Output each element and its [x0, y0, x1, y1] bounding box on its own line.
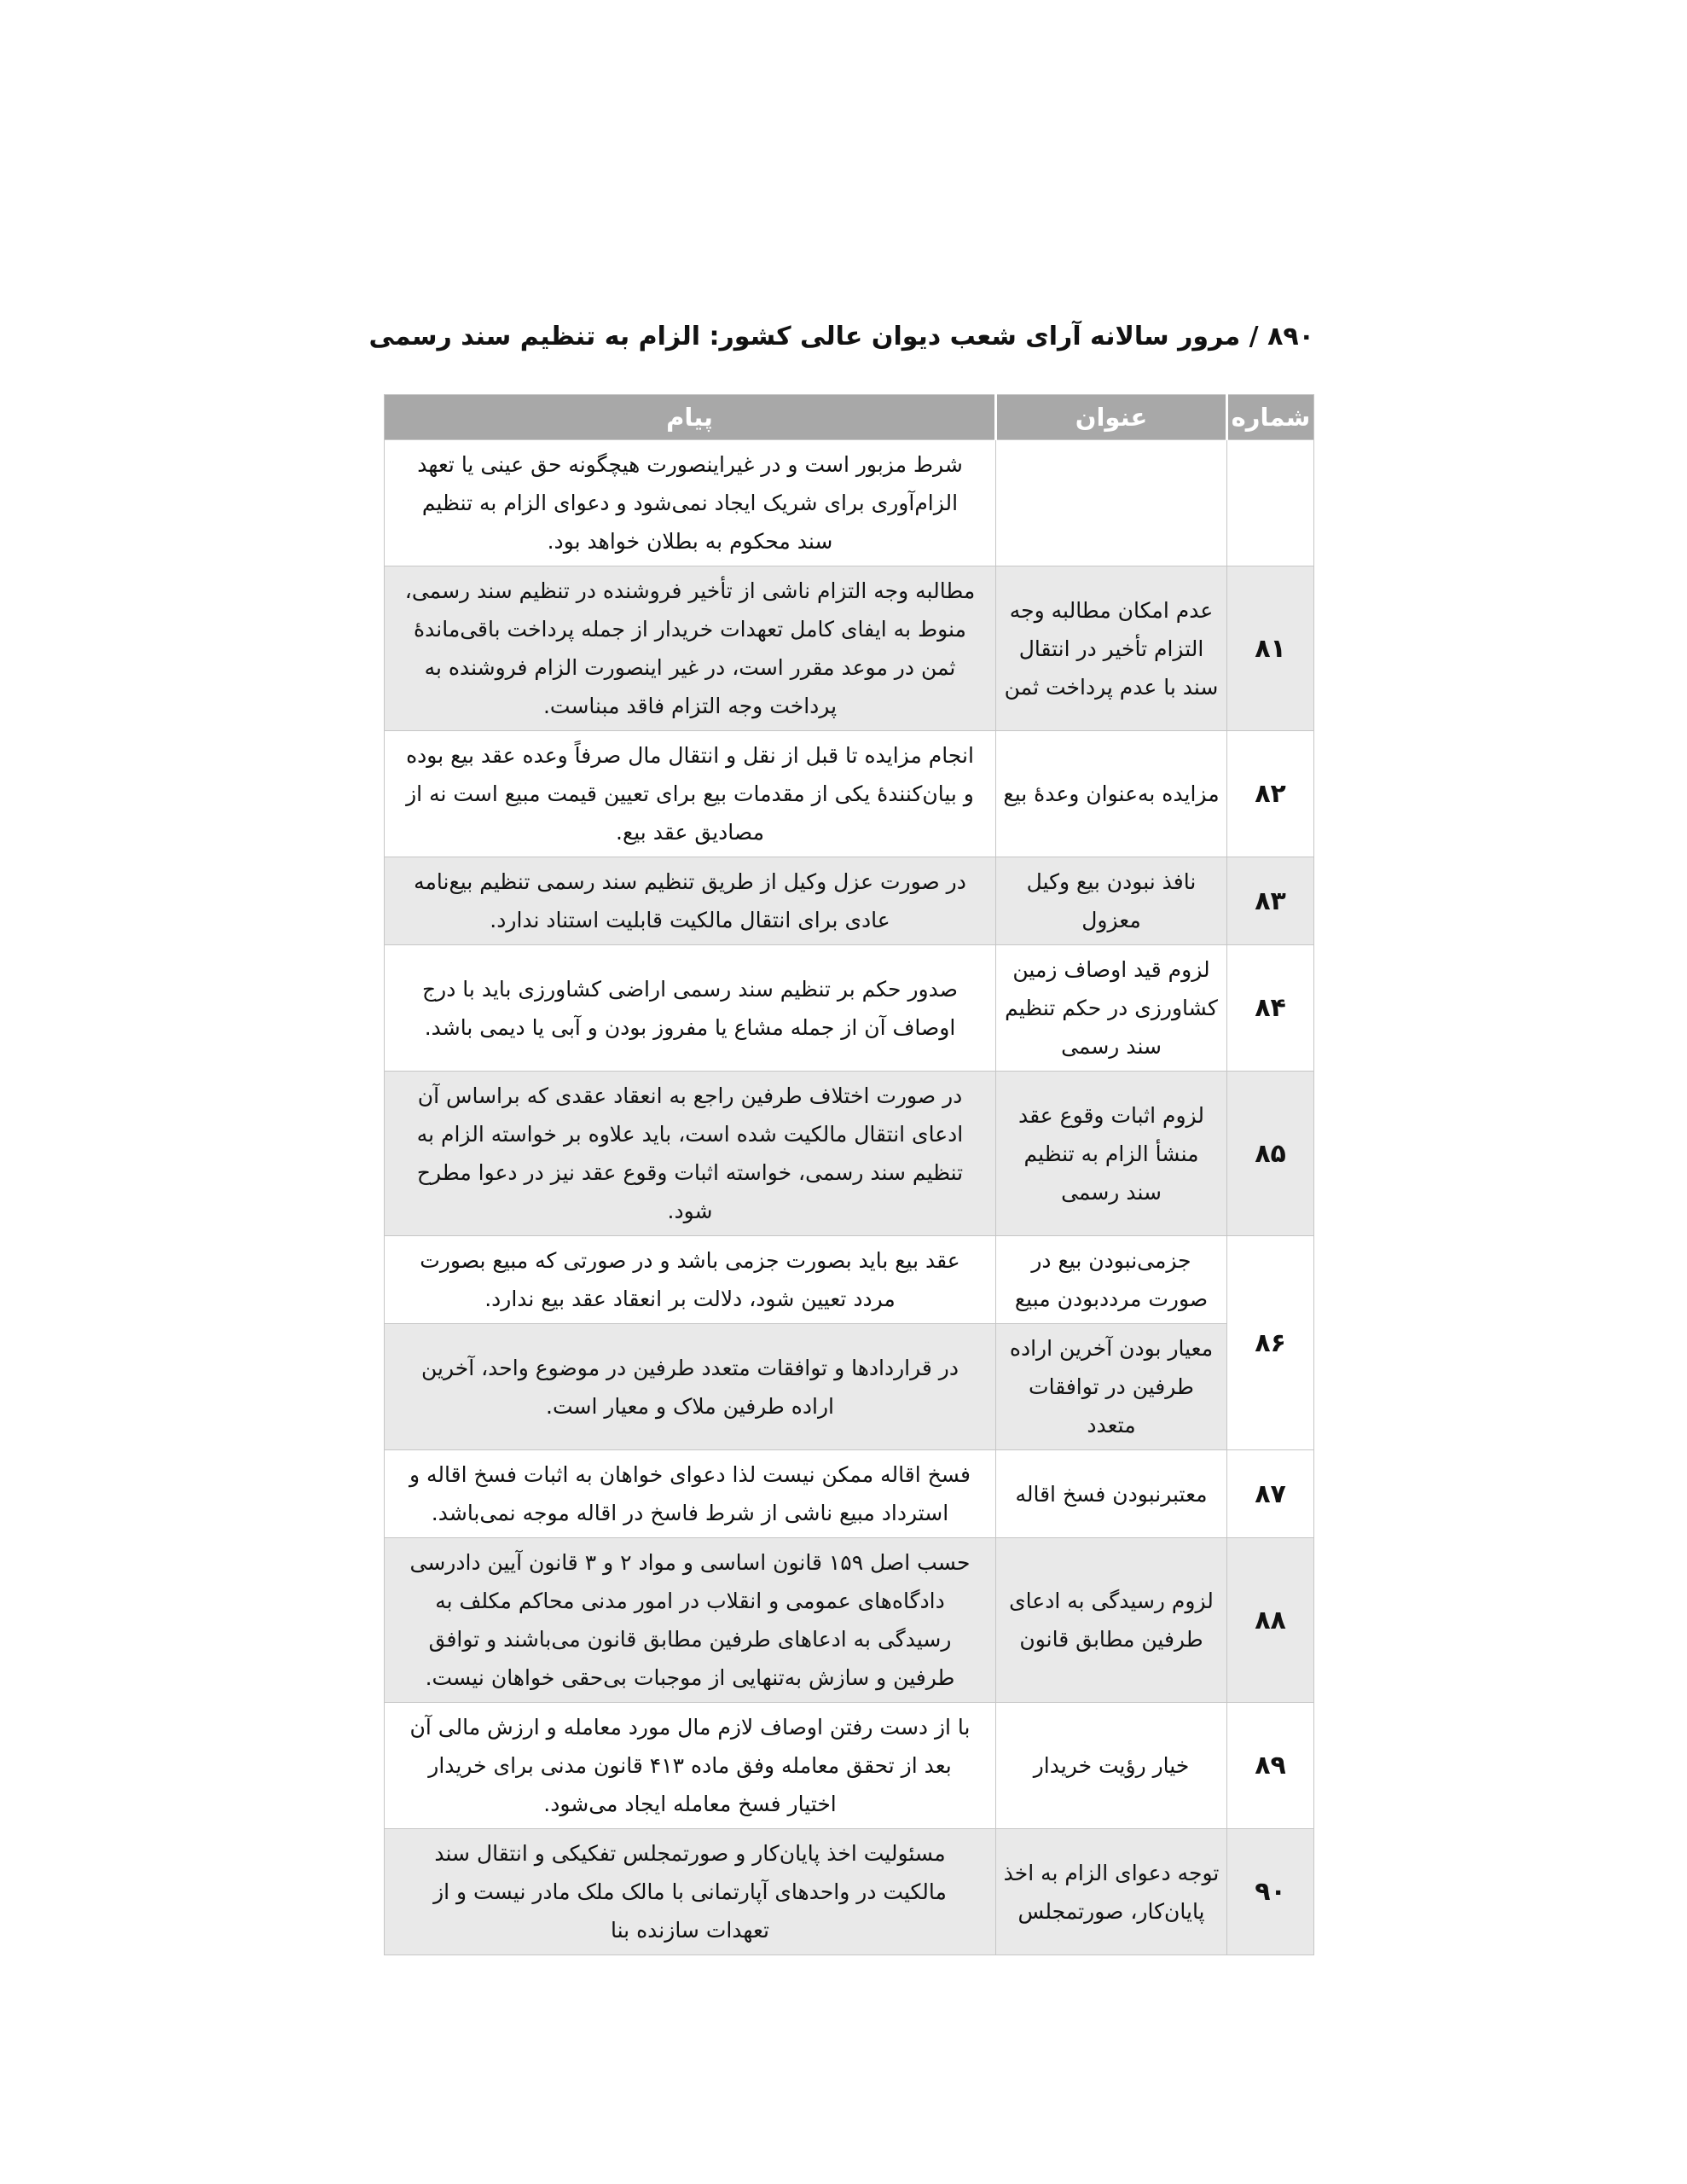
- title-cell: معتبرنبودن فسخ اقاله: [996, 1450, 1227, 1538]
- column-header-number: شماره: [1227, 395, 1314, 440]
- table-header-row: [385, 395, 1314, 440]
- message-cell: در صورت اختلاف طرفین راجع به انعقاد عقدی که براساس آن ادعای انتقال مالکیت شده است، باید علاوه بر خواسته الزام به تنظیم سند رسمی، خواسته اثبات وقوع عقد نیز در دعوا مطرح شود.: [385, 1072, 996, 1236]
- title-cell: مزایده به‌عنوان وعدهٔ بیع: [996, 731, 1227, 857]
- number-cell: ۸۱: [1227, 566, 1314, 731]
- number-cell: ۸۹: [1227, 1703, 1314, 1829]
- message-cell: انجام مزایده تا قبل از نقل و انتقال مال صرفاً وعده عقد بیع بوده و بیان‌کنندهٔ یکی از مقدمات بیع برای تعیین قیمت مبیع است نه از مصادیق عقد بیع.: [385, 731, 996, 857]
- table-row: [385, 945, 1314, 1072]
- page-header: [368, 319, 1314, 355]
- title-cell: معیار بودن آخرین اراده طرفین در توافقات متعدد: [996, 1324, 1227, 1450]
- message-cell: حسب اصل ۱۵۹ قانون اساسی و مواد ۲ و ۳ قانون آیین دادرسی دادگاه‌های عمومی و انقلاب در امور مدنی محاکم مکلف به رسیدگی به ادعاهای طرفین مطابق قانون می‌باشند و توافق طرفین و سازش به‌تنهایی از موجبات بی‌حقی خواهان نیست.: [385, 1538, 996, 1703]
- running-head: ۸۹۰ / مرور سالانه آرای شعب دیوان عالی کشور: الزام به تنظیم سند رسمی: [368, 322, 1314, 351]
- title-cell: لزوم قید اوصاف زمین کشاورزی در حکم تنظیم سند رسمی: [996, 945, 1227, 1072]
- number-cell: ۸۳: [1227, 857, 1314, 945]
- title-cell: عدم امکان مطالبه وجه التزام تأخیر در انتقال سند با عدم پرداخت ثمن: [996, 566, 1227, 731]
- message-cell: صدور حکم بر تنظیم سند رسمی اراضی کشاورزی باید با درج اوصاف آن از جمله مشاع یا مفروز بودن و آبی یا دیمی باشد.: [385, 945, 996, 1072]
- message-cell: در قراردادها و توافقات متعدد طرفین در موضوع واحد، آخرین اراده طرفین ملاک و معیار است.: [385, 1324, 996, 1450]
- column-header-title: عنوان: [996, 395, 1227, 440]
- title-cell: خیار رؤیت خریدار: [996, 1703, 1227, 1829]
- title-cell: [996, 440, 1227, 566]
- table-row: [385, 1538, 1314, 1703]
- number-cell: ۸۷: [1227, 1450, 1314, 1538]
- title-cell: لزوم رسیدگی به ادعای طرفین مطابق قانون: [996, 1538, 1227, 1703]
- message-cell: عقد بیع باید بصورت جزمی باشد و در صورتی که مبیع بصورت مردد تعیین شود، دلالت بر انعقاد عقد بیع ندارد.: [385, 1236, 996, 1324]
- table-row: [385, 1703, 1314, 1829]
- table-row: [385, 857, 1314, 945]
- table-row: [385, 566, 1314, 731]
- number-cell: ۹۰: [1227, 1829, 1314, 1955]
- title-cell: نافذ نبودن بیع وکیل معزول: [996, 857, 1227, 945]
- table-row: [385, 1072, 1314, 1236]
- table-row: [385, 1236, 1314, 1324]
- title-cell: توجه دعوای الزام به اخذ پایان‌کار، صورتمجلس: [996, 1829, 1227, 1955]
- table-row: [385, 1450, 1314, 1538]
- message-cell: مسئولیت اخذ پایان‌کار و صورتمجلس تفکیکی و انتقال سند مالکیت در واحدهای آپارتمانی با مالک ملک مادر نیست و از تعهدات سازنده بنا: [385, 1829, 996, 1955]
- number-cell: ۸۴: [1227, 945, 1314, 1072]
- number-cell: ۸۵: [1227, 1072, 1314, 1236]
- message-cell: با از دست رفتن اوصاف لازم مال مورد معامله و ارزش مالی آن بعد از تحقق معامله وفق ماده ۴۱۳ قانون مدنی برای خریدار اختیار فسخ معامله ایجاد می‌شود.: [385, 1703, 996, 1829]
- message-cell: در صورت عزل وکیل از طریق تنظیم سند رسمی تنظیم بیع‌نامه عادی برای انتقال مالکیت قابلیت استناد ندارد.: [385, 857, 996, 945]
- table-row: [385, 1829, 1314, 1955]
- table-row: [385, 731, 1314, 857]
- number-cell: ۸۶: [1227, 1236, 1314, 1450]
- message-cell: شرط مزبور است و در غیراینصورت هیچگونه حق عینی یا تعهد الزام‌آوری برای شریک ایجاد نمی‌شود و دعوای الزام به تنظیم سند محکوم به بطلان خواهد بود.: [385, 440, 996, 566]
- message-cell: فسخ اقاله ممکن نیست لذا دعوای خواهان به اثبات فسخ اقاله و استرداد مبیع ناشی از شرط فاسخ در اقاله موجه نمی‌باشد.: [385, 1450, 996, 1538]
- table-body: [385, 440, 1314, 1955]
- number-cell: ۸۲: [1227, 731, 1314, 857]
- table-row: [385, 1324, 1314, 1450]
- rulings-table: [384, 394, 1314, 1955]
- table-row: [385, 440, 1314, 566]
- title-cell: لزوم اثبات وقوع عقد منشأ الزام به تنظیم سند رسمی: [996, 1072, 1227, 1236]
- message-cell: مطالبه وجه التزام ناشی از تأخیر فروشنده در تنظیم سند رسمی، منوط به ایفای کامل تعهدات خریدار از جمله پرداخت باقی‌ماندهٔ ثمن در موعد مقرر است، در غیر اینصورت الزام فروشنده به پرداخت وجه التزام فاقد مبناست.: [385, 566, 996, 731]
- column-header-message: پیام: [385, 395, 996, 440]
- number-cell: ۸۸: [1227, 1538, 1314, 1703]
- title-cell: جزمی‌نبودن بیع در صورت مرددبودن مبیع: [996, 1236, 1227, 1324]
- number-cell: [1227, 440, 1314, 566]
